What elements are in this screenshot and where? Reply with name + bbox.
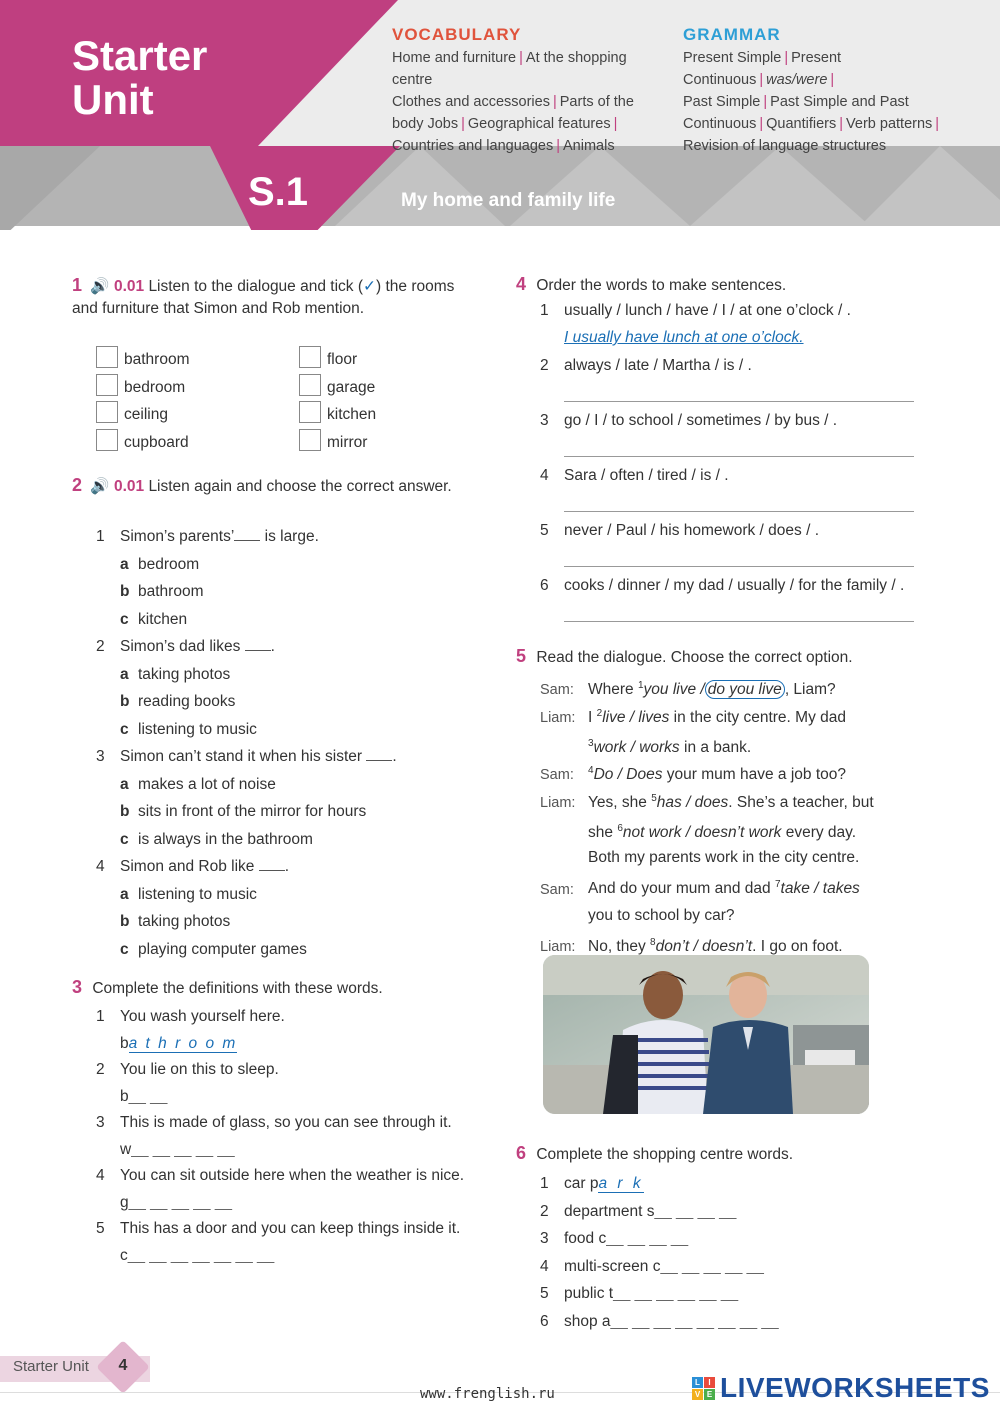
sentence-item: 5 never / Paul / his homework / does / . bbox=[540, 522, 920, 577]
unit-title-line1: Starter bbox=[72, 32, 208, 79]
answer-option[interactable]: b sits in front of the mirror for hours bbox=[120, 803, 367, 820]
checkbox[interactable] bbox=[299, 346, 321, 368]
answer-line[interactable] bbox=[564, 621, 914, 622]
word-item: 1 car pa r k bbox=[540, 1175, 644, 1192]
word-answer[interactable]: a r k bbox=[598, 1175, 644, 1192]
dialogue-line: Liam: Yes, she $^5$has / does. She’s a teacher, but bbox=[540, 792, 874, 811]
sentence-item: 4 Sara / often / tired / is / . bbox=[540, 467, 920, 522]
unit-title-line2: Unit bbox=[72, 76, 154, 123]
exercise-2-instruction: 2 🔊 0.01 Listen again and choose the correct answer. bbox=[72, 475, 452, 495]
word-item: 3 food c__ __ __ __ bbox=[540, 1230, 689, 1247]
exercise-number: 5 bbox=[516, 646, 527, 666]
word-answer[interactable]: __ __ __ __ __ __ __ __ bbox=[610, 1312, 779, 1330]
dialogue bbox=[540, 673, 940, 960]
question: 1 Simon’s parents’ is large. bbox=[96, 528, 319, 545]
option-choice[interactable]: not work / doesn’t work bbox=[622, 823, 782, 841]
grammar-heading: GRAMMAR bbox=[683, 25, 781, 44]
answer-option[interactable]: a taking photos bbox=[120, 665, 231, 683]
dialogue-line: Both my parents work in the city centre. bbox=[588, 848, 860, 866]
answer-blank[interactable] bbox=[259, 870, 285, 871]
checkbox-item[interactable]: kitchen bbox=[299, 401, 376, 429]
question: 4 Simon and Rob like . bbox=[96, 858, 290, 875]
answer-option[interactable]: c is always in the bathroom bbox=[120, 830, 313, 848]
dialogue-line: she $^6$not work / doesn’t work every day. bbox=[588, 822, 857, 841]
liveworksheets-brand[interactable]: LIVEWORKSHEETS bbox=[720, 1372, 990, 1403]
exercise-3-instruction: 3 Complete the definitions with these words. bbox=[72, 977, 383, 997]
word-answer[interactable]: ba t h r o o m bbox=[120, 1034, 238, 1052]
answer-blank[interactable] bbox=[366, 760, 392, 761]
exercise-number: 6 bbox=[516, 1143, 527, 1163]
sentence-item: 6 cooks / dinner / my dad / usually / for the family / . bbox=[540, 577, 920, 632]
checkbox-item[interactable]: bathroom bbox=[96, 346, 189, 374]
circled-answer[interactable]: do you live bbox=[705, 680, 785, 699]
speaker-icon[interactable]: 🔊 bbox=[90, 278, 110, 295]
sentence-item: 3 go / I / to school / sometimes / by bus / . bbox=[540, 412, 920, 467]
checkbox-item[interactable]: floor bbox=[299, 346, 376, 374]
option-choice[interactable]: don’t / doesn’t bbox=[655, 938, 753, 956]
checkbox[interactable] bbox=[96, 374, 118, 396]
answer-option[interactable]: b bathroom bbox=[120, 583, 204, 600]
unit-header bbox=[0, 0, 1000, 230]
answer-line[interactable] bbox=[564, 566, 914, 567]
footer-website[interactable]: www.frenglish.ru bbox=[420, 1386, 555, 1402]
exercise-6-items bbox=[540, 1170, 920, 1335]
answer-line[interactable] bbox=[564, 401, 914, 402]
checkbox-item[interactable]: bedroom bbox=[96, 374, 189, 402]
vocabulary-heading: VOCABULARY bbox=[392, 25, 522, 44]
checkbox[interactable] bbox=[299, 401, 321, 423]
dialogue-line: Sam: $^4$Do / Does your mum have a job too? bbox=[540, 765, 847, 784]
liveworksheets-logo: L I V E bbox=[692, 1377, 716, 1401]
exercise-2-questions bbox=[96, 523, 476, 963]
word-answer[interactable]: g__ __ __ __ __ bbox=[120, 1193, 233, 1211]
checkbox-item[interactable]: ceiling bbox=[96, 401, 189, 429]
dialogue-line: $^3$work / works in a bank. bbox=[588, 737, 752, 756]
lesson-title: My home and family life bbox=[401, 190, 616, 211]
word-answer[interactable]: b__ __ bbox=[120, 1087, 168, 1105]
exercise-3-items bbox=[96, 1004, 476, 1269]
checkbox[interactable] bbox=[96, 429, 118, 451]
word-answer[interactable]: __ __ __ __ bbox=[654, 1202, 737, 1220]
answer-blank[interactable] bbox=[234, 540, 260, 541]
definition-item: 3 This is made of glass, so you can see through it. bbox=[96, 1114, 452, 1131]
answer-option[interactable]: c listening to music bbox=[120, 720, 257, 738]
exercise-number: 4 bbox=[516, 274, 527, 294]
checkbox[interactable] bbox=[96, 401, 118, 423]
dialogue-line: Liam: No, they $^8$don’t / doesn’t. I go on foot. bbox=[540, 937, 843, 956]
question: 3 Simon can’t stand it when his sister . bbox=[96, 748, 397, 765]
answer-option[interactable]: c kitchen bbox=[120, 610, 188, 628]
audio-track[interactable]: 0.01 bbox=[113, 478, 145, 495]
dialogue-line: Sam: And do your mum and dad $^7$take / takes bbox=[540, 879, 860, 898]
word-answer[interactable]: c__ __ __ __ __ __ __ bbox=[120, 1246, 275, 1264]
footer-unit-label: Starter Unit bbox=[13, 1358, 89, 1375]
word-answer[interactable]: __ __ __ __ __ __ bbox=[613, 1285, 739, 1302]
answer-option[interactable]: a listening to music bbox=[120, 885, 257, 903]
answer-option[interactable]: b taking photos bbox=[120, 913, 231, 930]
exercise-1-instruction: 1 🔊 0.01 Listen to the dialogue and tick (✓) the rooms and furniture that Simon and Rob mention. bbox=[72, 275, 455, 317]
option-choice[interactable]: live / lives bbox=[602, 708, 670, 726]
checkbox-item[interactable]: mirror bbox=[299, 429, 376, 457]
checkbox[interactable] bbox=[96, 346, 118, 368]
sentence-item: 2 always / late / Martha / is / . bbox=[540, 357, 920, 412]
checkbox-list-right bbox=[299, 346, 376, 456]
word-item: 2 department s__ __ __ __ bbox=[540, 1202, 737, 1220]
grammar-topics: Present Simple | Present Continuous | was/were | Past Simple | Past Simple and Past Continuous | Quantifiers | Verb patterns | Revision of language structures bbox=[683, 50, 940, 154]
word-answer[interactable]: __ __ __ __ __ bbox=[660, 1257, 764, 1275]
checkbox[interactable] bbox=[299, 374, 321, 396]
speaker-icon[interactable]: 🔊 bbox=[90, 478, 110, 495]
answer-option[interactable]: b reading books bbox=[120, 693, 236, 710]
answer-line[interactable] bbox=[564, 456, 914, 457]
answer-blank[interactable] bbox=[245, 650, 271, 651]
tick-icon: ✓ bbox=[363, 278, 376, 295]
lesson-code: S.1 bbox=[248, 170, 309, 214]
word-item: 5 public t__ __ __ __ __ __ bbox=[540, 1285, 739, 1302]
vocabulary-topics: Home and furniture | At the shopping centre Clothes and accessories | Parts of the body Jobs | Geographical features | Countries and languages | Animals bbox=[392, 50, 634, 154]
answer-option[interactable]: c playing computer games bbox=[120, 940, 307, 958]
sentence-item: 1 usually / lunch / have / I / at one o’clock / . bbox=[540, 302, 851, 319]
word-item: 4 multi-screen c__ __ __ __ __ bbox=[540, 1257, 764, 1275]
definition-item: 2 You lie on this to sleep. bbox=[96, 1061, 279, 1078]
exercise-5-instruction: 5 Read the dialogue. Choose the correct option. bbox=[516, 646, 853, 666]
word-answer[interactable]: __ __ __ __ bbox=[606, 1230, 689, 1247]
checkbox-list-left bbox=[96, 346, 189, 456]
definition-item: 1 You wash yourself here. bbox=[96, 1008, 285, 1025]
students-photo bbox=[543, 955, 869, 1114]
option-choice[interactable]: has / does bbox=[656, 793, 729, 811]
question: 2 Simon’s dad likes . bbox=[96, 638, 275, 655]
dialogue-line: Liam: I $^2$live / lives in the city centre. My dad bbox=[540, 707, 846, 726]
exercise-6-instruction: 6 Complete the shopping centre words. bbox=[516, 1143, 794, 1163]
checkbox[interactable] bbox=[299, 429, 321, 451]
exercise-number: 3 bbox=[72, 977, 83, 997]
answer-line[interactable] bbox=[564, 511, 914, 512]
word-item: 6 shop a__ __ __ __ __ __ __ __ bbox=[540, 1312, 779, 1330]
unit-title bbox=[72, 34, 207, 122]
answer-option[interactable]: a makes a lot of noise bbox=[120, 775, 276, 793]
answer-option[interactable]: a bedroom bbox=[120, 555, 200, 573]
audio-track[interactable]: 0.01 bbox=[113, 278, 145, 295]
definition-item: 5 This has a door and you can keep things inside it. bbox=[96, 1220, 461, 1237]
option-choice[interactable]: take / takes bbox=[780, 880, 860, 898]
exercise-number: 1 bbox=[72, 275, 83, 295]
photo-illustration bbox=[543, 955, 869, 1114]
dialogue-line: you to school by car? bbox=[588, 906, 735, 924]
option-choice[interactable]: Do / Does bbox=[593, 766, 663, 784]
word-answer[interactable]: w__ __ __ __ __ bbox=[120, 1140, 235, 1158]
dialogue-line: Sam: Where $^1$you live / do you live , Liam? bbox=[540, 680, 836, 699]
option-choice[interactable]: work / works bbox=[593, 738, 680, 756]
checkbox-item[interactable]: cupboard bbox=[96, 429, 189, 457]
page-number: 4 bbox=[118, 1357, 128, 1374]
definition-item: 4 You can sit outside here when the weather is nice. bbox=[96, 1167, 465, 1184]
exercise-number: 2 bbox=[72, 475, 83, 495]
sentence-answer[interactable]: I usually have lunch at one o’clock. bbox=[564, 329, 804, 346]
exercise-4-instruction: 4 Order the words to make sentences. bbox=[516, 274, 787, 294]
exercise-4-items bbox=[540, 302, 920, 632]
checkbox-item[interactable]: garage bbox=[299, 374, 376, 402]
